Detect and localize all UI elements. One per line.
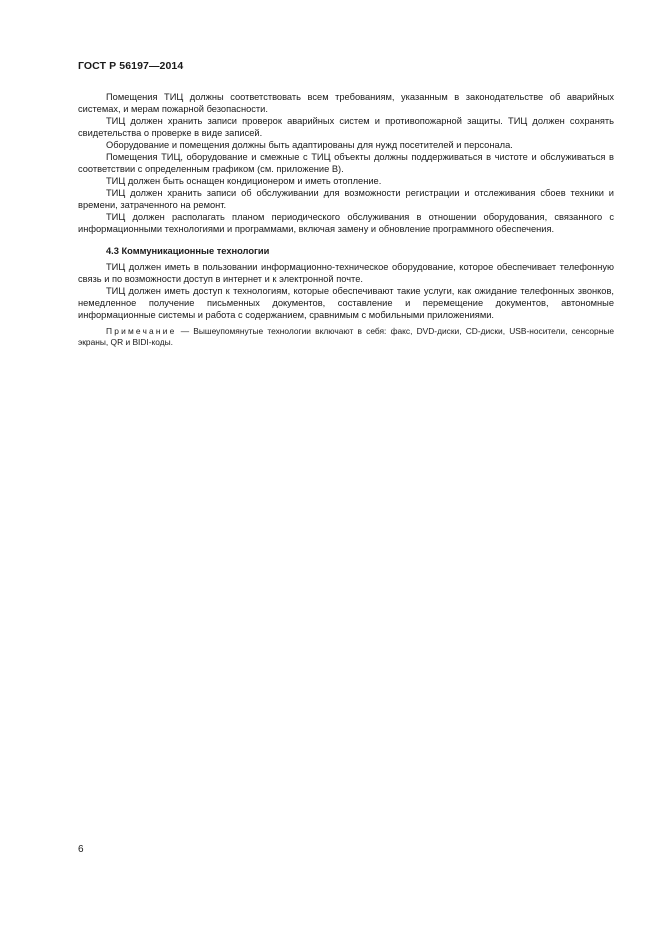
- paragraph: ТИЦ должен хранить записи об обслуживании для возможности регистрации и отслеживания сбоев техники и времени, затраченного на ремонт.: [78, 188, 614, 210]
- note-text: Вышеупомянутые технологии включают в себя: факс, DVD-диски, CD-диски, USB-носители, сенсорные экраны, QR и BIDI-коды.: [78, 326, 614, 347]
- paragraph: ТИЦ должен хранить записи проверок аварийных систем и противопожарной защиты. ТИЦ должен сохранять свидетельства о проверке в виде записей.: [78, 116, 614, 138]
- document-header: ГОСТ Р 56197—2014: [78, 60, 184, 72]
- paragraph: ТИЦ должен иметь доступ к технологиям, которые обеспечивают такие услуги, как ожидание телефонных звонков, немедленное получение письменных документов, составление и перемещение документов, автономные информационные системы и работа с содержанием, сравнимым с мобильными приложениями.: [78, 286, 614, 320]
- paragraph: Оборудование и помещения должны быть адаптированы для нужд посетителей и персонала.: [106, 140, 513, 150]
- note: [78, 326, 614, 348]
- page-number: 6: [78, 844, 84, 855]
- note-label: Примечание: [106, 326, 177, 336]
- paragraph: ТИЦ должен располагать планом периодического обслуживания в отношении оборудования, связанного с информационными технологиями и программами, включая замену и обновление программного обеспечения.: [78, 212, 614, 234]
- document-body: [78, 91, 614, 348]
- paragraph: Помещения ТИЦ должны соответствовать всем требованиям, указанным в законодательстве об аварийных системах, и мерам пожарной безопасности.: [78, 92, 614, 114]
- paragraph: ТИЦ должен иметь в пользовании информационно-техническое оборудование, которое обеспечивает телефонную связь и по возможности доступ в интернет и к электронной почте.: [78, 262, 614, 284]
- section-title: 4.3 Коммуникационные технологии: [106, 246, 270, 256]
- paragraph: Помещения ТИЦ, оборудование и смежные с ТИЦ объекты должны поддерживаться в чистоте и обслуживаться в соответствии с определенным графиком (см. приложение В).: [78, 152, 614, 174]
- paragraph: ТИЦ должен быть оснащен кондиционером и иметь отопление.: [106, 176, 382, 186]
- note-dash: —: [176, 326, 194, 336]
